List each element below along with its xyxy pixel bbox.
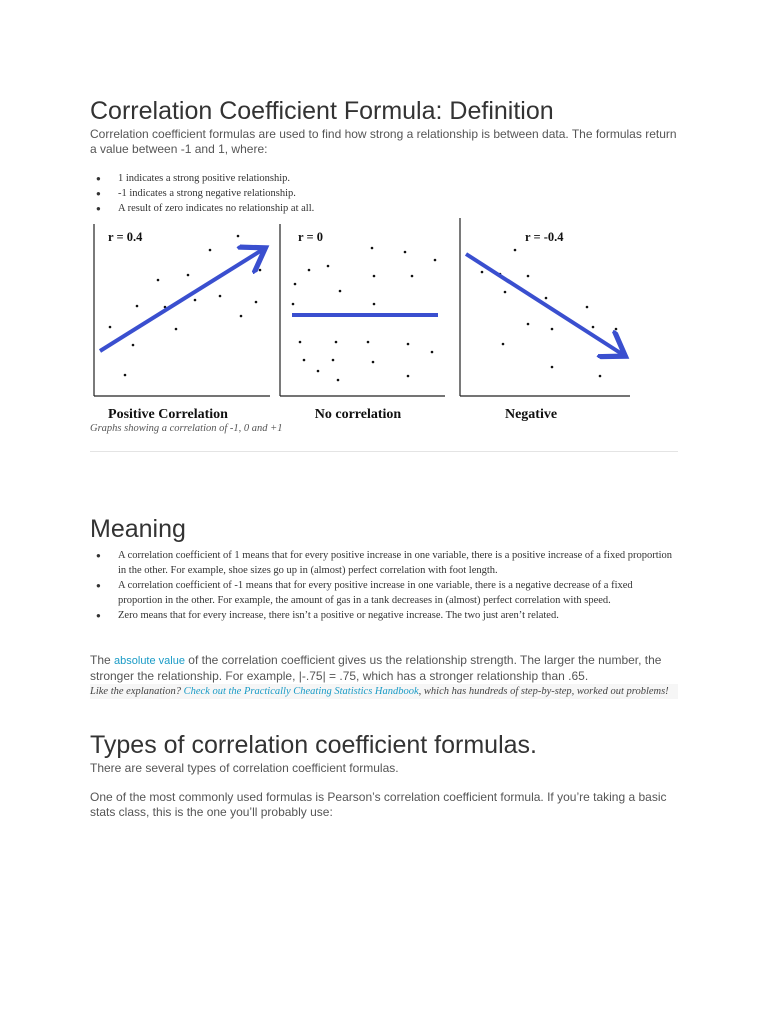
list-item: ● Zero means that for every increase, there isn’t a positive or negative increase. The two just aren’t related.: [96, 610, 559, 621]
handbook-promo: Like the explanation? Check out the Practically Cheating Statistics Handbook, which has hundreds of step-by-step, worked out problems!: [90, 684, 678, 699]
panel-caption: No correlation: [314, 407, 402, 422]
panel-caption: Negative: [504, 407, 558, 422]
bullet-icon: ●: [96, 611, 101, 620]
absolute-value-link[interactable]: absolute value: [114, 655, 185, 667]
panel-caption: Positive Correlation: [108, 407, 228, 422]
absolute-value-paragraph: The absolute value of the correlation coefficient gives us the relationship strength. The larger the number, the stronger the relationship. For example, |-.75| = .75, which has a stronger relationship than .65.: [90, 653, 662, 683]
negative-correlation-panel: [460, 218, 630, 422]
section-title-types: Types of correlation coefficient formulas.: [90, 731, 537, 759]
bullet-icon: ●: [96, 174, 101, 183]
trend-arrow: [466, 254, 622, 354]
trend-arrow: [100, 250, 262, 351]
list-item: ● 1 indicates a strong positive relationship.: [96, 173, 291, 184]
meaning-list: [90, 548, 678, 623]
types-paragraph-2: One of the most commonly used formulas is Pearson’s correlation coefficient formula. If you’re taking a basic stats class, this is the one you’ll probably use:: [90, 790, 667, 819]
figure-caption: Graphs showing a correlation of -1, 0 and +1: [90, 423, 283, 434]
positive-correlation-panel: [94, 224, 270, 422]
r-label: r = -0.4: [525, 230, 564, 244]
list-item: ● A correlation coefficient of -1 means that for every positive increase in one variable, there is a negative decrease of a fixed proportion in the other. For example, the amount of gas in a tank decreases in (almost) perfect correlation with speed.: [96, 580, 633, 606]
correlation-graphs-figure: [90, 214, 678, 424]
scatter-points: [109, 235, 262, 377]
section-title-definition: Correlation Coefficient Formula: Definition: [90, 97, 554, 125]
r-label: r = 0.4: [108, 230, 143, 244]
bullet-icon: ●: [96, 551, 101, 560]
definition-intro: Correlation coefficient formulas are used to find how strong a relationship is between data. The formulas return a value between -1 and 1, where:: [90, 127, 677, 156]
bullet-icon: ●: [96, 581, 101, 590]
scatter-points: [472, 249, 618, 378]
definition-list: [90, 171, 678, 216]
list-item: ● A result of zero indicates no relationship at all.: [96, 203, 315, 214]
handbook-link[interactable]: Check out the Practically Cheating Statistics Handbook: [183, 686, 419, 697]
no-correlation-panel: [280, 224, 445, 422]
r-label: r = 0: [298, 230, 323, 244]
types-paragraph-1: There are several types of correlation coefficient formulas.: [90, 761, 399, 775]
bullet-icon: ●: [96, 189, 101, 198]
list-item: ● -1 indicates a strong negative relationship.: [96, 188, 296, 199]
divider: [90, 451, 678, 452]
list-item: ● A correlation coefficient of 1 means that for every positive increase in one variable, there is a positive increase of a fixed proportion in the other. For example, shoe sizes go up in (almost) perfect correlation with foot length.: [96, 550, 673, 576]
section-title-meaning: Meaning: [90, 515, 186, 543]
bullet-icon: ●: [96, 204, 101, 213]
